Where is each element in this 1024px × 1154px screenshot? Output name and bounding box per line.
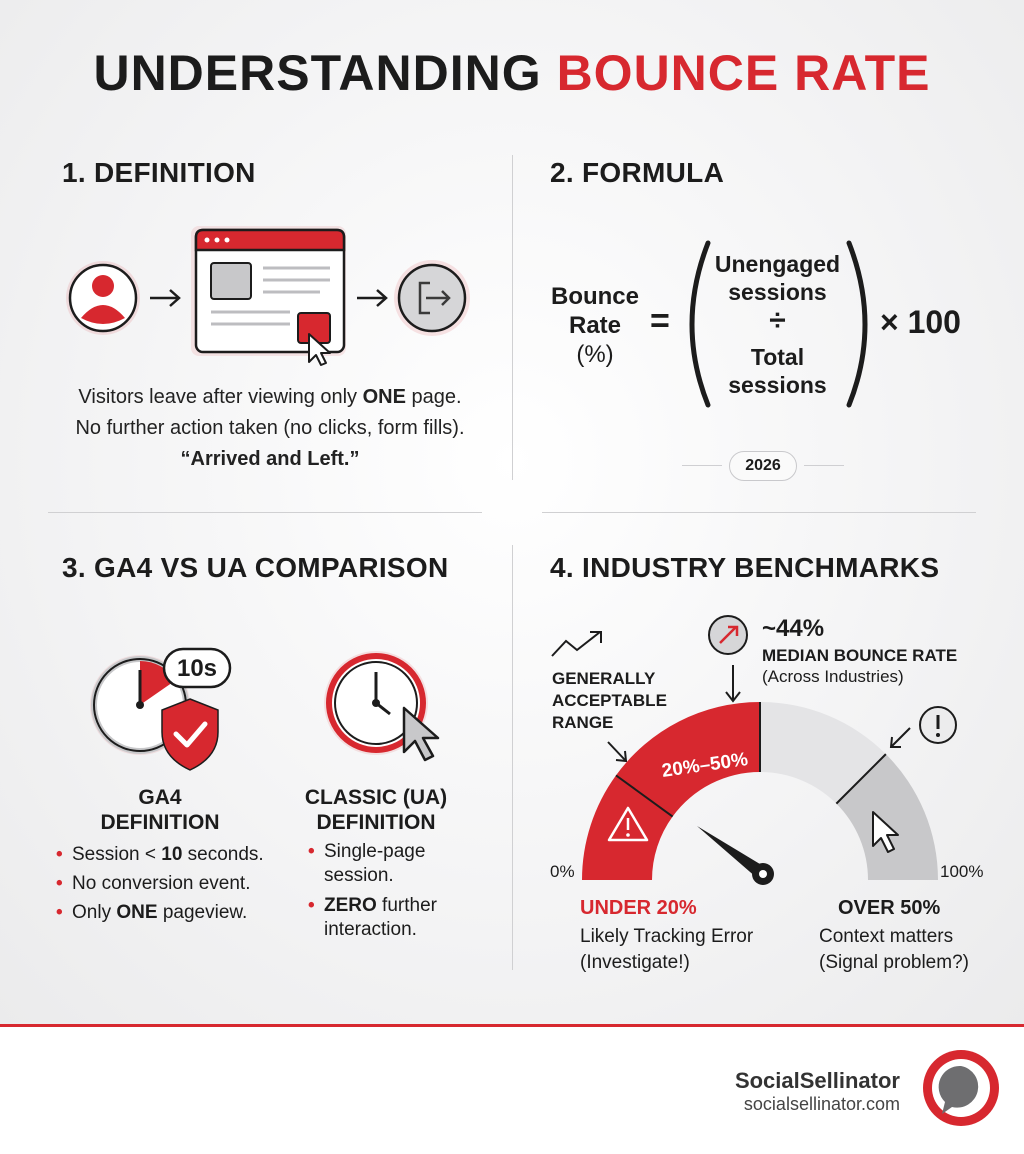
range-label-line1: GENERALLY bbox=[552, 669, 656, 688]
formula-numerator-line1: Unengaged bbox=[714, 251, 841, 277]
gauge-band-label: 20%–50% bbox=[660, 749, 750, 782]
ga4-b1-post: seconds. bbox=[182, 844, 264, 865]
formula-denominator-line1: Total bbox=[750, 344, 805, 370]
benchmarks-heading: 4. INDUSTRY BENCHMARKS bbox=[550, 552, 940, 583]
speech-bubble-logo-icon bbox=[923, 1050, 999, 1126]
formula-equals: = bbox=[650, 302, 670, 340]
formula-lhs-line1: Bounce bbox=[550, 283, 639, 310]
definition-line1-pre: Visitors leave after viewing only bbox=[78, 386, 363, 408]
low-zone-title: UNDER 20% bbox=[580, 897, 697, 919]
formula-multiplier: × 100 bbox=[880, 304, 961, 340]
formula-divide-symbol: ÷ bbox=[769, 304, 786, 337]
median-sub: (Across Industries) bbox=[762, 667, 904, 686]
list-item: • No conversion event. bbox=[56, 869, 264, 898]
ga4-b1-pre: Session < bbox=[72, 844, 162, 865]
formula-lhs-line3: (%) bbox=[576, 341, 614, 368]
ga4-b3-pre: Only bbox=[72, 902, 117, 923]
comparison-heading: 3. GA4 VS UA COMPARISON bbox=[62, 552, 449, 583]
formula-lhs-line2: Rate bbox=[568, 312, 622, 339]
range-label-line3: RANGE bbox=[552, 713, 614, 732]
brand-url: socialsellinator.com bbox=[743, 1094, 900, 1114]
low-desc-line1: Likely Tracking Error bbox=[580, 926, 754, 947]
ua-b1-line2: session. bbox=[324, 865, 394, 886]
median-value: ~44% bbox=[762, 615, 825, 642]
timer-badge-label: 10s bbox=[176, 655, 218, 682]
definition-heading: 1. DEFINITION bbox=[62, 157, 256, 188]
median-label: MEDIAN BOUNCE RATE bbox=[762, 646, 958, 665]
formula-denominator-line2: sessions bbox=[728, 372, 827, 398]
ua-b2-line2: interaction. bbox=[324, 919, 417, 940]
ua-title-line1: CLASSIC (UA) bbox=[304, 786, 448, 809]
ua-b2-bold: ZERO bbox=[324, 895, 377, 916]
title-part2: BOUNCE RATE bbox=[556, 45, 931, 101]
ua-b2-post: further bbox=[376, 895, 437, 916]
ga4-b3-post: pageview. bbox=[157, 902, 248, 923]
high-desc-line2: (Signal problem?) bbox=[819, 952, 969, 973]
gauge-min-label: 0% bbox=[550, 862, 575, 881]
high-zone-title: OVER 50% bbox=[838, 897, 941, 919]
ga4-b1-bold: 10 bbox=[161, 844, 183, 865]
ga4-title-line1: GA4 bbox=[138, 786, 182, 809]
year-badge: 2026 bbox=[729, 451, 797, 481]
title-part1: UNDERSTANDING bbox=[93, 45, 542, 101]
brand-name: SocialSellinator bbox=[734, 1068, 900, 1093]
formula-numerator-line2: sessions bbox=[728, 279, 827, 305]
range-label-line2: ACCEPTABLE bbox=[552, 691, 667, 710]
ga4-title-line2: DEFINITION bbox=[100, 811, 220, 834]
definition-line3: “Arrived and Left.” bbox=[180, 448, 360, 470]
definition-line1-bold: ONE bbox=[362, 386, 406, 408]
formula-heading: 2. FORMULA bbox=[550, 157, 725, 188]
gauge-max-label: 100% bbox=[940, 862, 984, 881]
definition-line1-post: page. bbox=[405, 386, 462, 408]
ua-title-line2: DEFINITION bbox=[316, 811, 436, 834]
definition-line2: No further action taken (no clicks, form fills). bbox=[75, 417, 465, 439]
high-desc-line1: Context matters bbox=[819, 926, 954, 947]
ua-b1-line1: Single-page bbox=[324, 841, 426, 862]
ga4-b3-bold: ONE bbox=[116, 902, 158, 923]
low-desc-line2: (Investigate!) bbox=[580, 952, 690, 973]
